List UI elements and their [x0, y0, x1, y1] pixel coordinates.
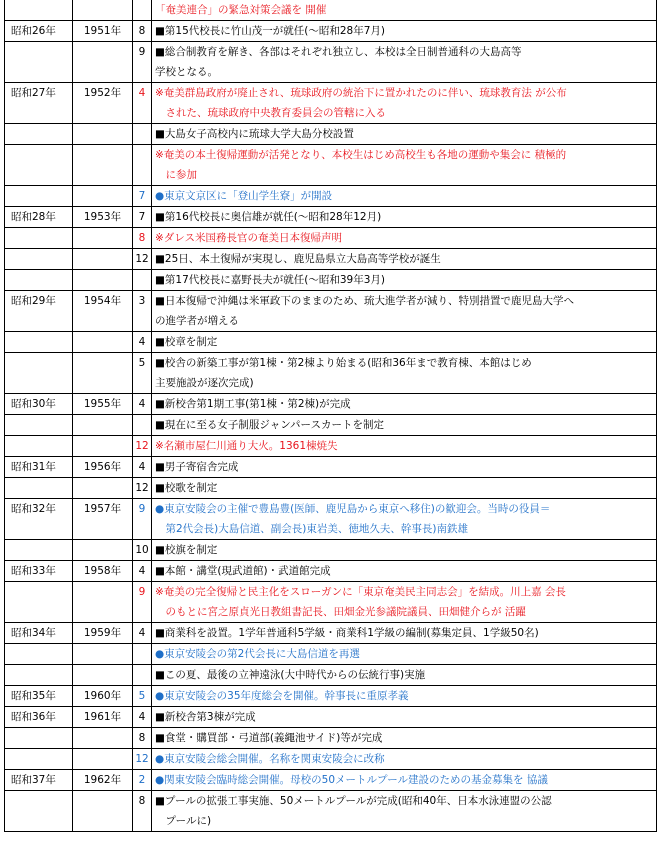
era-cell: [5, 478, 73, 499]
event-text-cell: のもとに宮之原貞光日教組書記長、田畑金光参議院議員、田畑健介らが 活躍: [152, 602, 657, 623]
table-row: [5, 707, 657, 728]
table-row: [5, 519, 657, 540]
table-row: [5, 791, 657, 812]
era-cell: [5, 791, 73, 812]
era-cell: [5, 519, 73, 540]
era-cell: 昭和33年: [5, 561, 73, 582]
era-cell: [5, 436, 73, 457]
month-cell: 8: [133, 728, 152, 749]
table-row: [5, 644, 657, 665]
table-row: [5, 436, 657, 457]
year-cell: [73, 749, 133, 770]
era-cell: [5, 62, 73, 83]
table-row: [5, 394, 657, 415]
year-cell: 1960年: [73, 686, 133, 707]
month-cell: [133, 665, 152, 686]
table-row: [5, 602, 657, 623]
event-text-cell: ●東京安陵会の第2代会長に大島信道を再選: [152, 644, 657, 665]
month-cell: 4: [133, 83, 152, 104]
year-cell: [73, 353, 133, 374]
event-text-cell: ●東京安陵会の主催で豊島豊(医師、鹿児島から東京へ移住)の歓迎会。当時の役員＝: [152, 499, 657, 520]
era-cell: 昭和31年: [5, 457, 73, 478]
era-cell: [5, 165, 73, 186]
month-cell: 8: [133, 21, 152, 42]
year-cell: 1959年: [73, 623, 133, 644]
era-cell: [5, 124, 73, 145]
event-text-cell: ●東京文京区に「登山学生寮」が開設: [152, 186, 657, 207]
table-row: [5, 499, 657, 520]
era-cell: [5, 42, 73, 63]
table-row: [5, 186, 657, 207]
year-cell: 1955年: [73, 394, 133, 415]
table-row: [5, 811, 657, 832]
year-cell: 1957年: [73, 499, 133, 520]
year-cell: [73, 103, 133, 124]
month-cell: [133, 519, 152, 540]
era-cell: 昭和35年: [5, 686, 73, 707]
year-cell: [73, 644, 133, 665]
table-row: [5, 686, 657, 707]
table-row: [5, 103, 657, 124]
table-row: [5, 749, 657, 770]
era-cell: 昭和26年: [5, 21, 73, 42]
event-text-cell: ■校章を制定: [152, 332, 657, 353]
table-row: [5, 623, 657, 644]
month-cell: [133, 811, 152, 832]
month-cell: 8: [133, 228, 152, 249]
year-cell: 1958年: [73, 561, 133, 582]
era-cell: 昭和29年: [5, 291, 73, 312]
year-cell: [73, 228, 133, 249]
event-text-cell: ■第15代校長に竹山茂一が就任(～昭和28年7月): [152, 21, 657, 42]
month-cell: 12: [133, 749, 152, 770]
month-cell: 9: [133, 582, 152, 603]
table-row: [5, 21, 657, 42]
era-cell: [5, 582, 73, 603]
table-row: [5, 145, 657, 166]
table-row: [5, 249, 657, 270]
era-cell: [5, 145, 73, 166]
era-cell: 昭和34年: [5, 623, 73, 644]
month-cell: 7: [133, 207, 152, 228]
month-cell: 4: [133, 457, 152, 478]
month-cell: [133, 165, 152, 186]
year-cell: [73, 270, 133, 291]
year-cell: 1961年: [73, 707, 133, 728]
history-table-body: [5, 0, 657, 832]
month-cell: 2: [133, 770, 152, 791]
month-cell: [133, 124, 152, 145]
table-row: [5, 291, 657, 312]
event-text-cell: された、琉球政府中央教育委員会の管轄に入る: [152, 103, 657, 124]
month-cell: 4: [133, 623, 152, 644]
event-text-cell: ■食堂・購買部・弓道部(義繩池サイド)等が完成: [152, 728, 657, 749]
event-text-cell: ■新校舎第3棟が完成: [152, 707, 657, 728]
month-cell: 9: [133, 499, 152, 520]
event-text-cell: ■本館・講堂(現武道館)・武道館完成: [152, 561, 657, 582]
month-cell: 12: [133, 478, 152, 499]
era-cell: [5, 228, 73, 249]
table-row: [5, 311, 657, 332]
table-row: [5, 353, 657, 374]
year-cell: [73, 311, 133, 332]
event-text-cell: ※ダレス米国務長官の奄美日本復帰声明: [152, 228, 657, 249]
year-cell: [73, 249, 133, 270]
era-cell: [5, 332, 73, 353]
year-cell: [73, 62, 133, 83]
year-cell: 1956年: [73, 457, 133, 478]
year-cell: [73, 124, 133, 145]
era-cell: [5, 415, 73, 436]
era-cell: [5, 811, 73, 832]
month-cell: 8: [133, 791, 152, 812]
era-cell: [5, 644, 73, 665]
era-cell: [5, 270, 73, 291]
year-cell: [73, 415, 133, 436]
table-row: [5, 270, 657, 291]
month-cell: 5: [133, 353, 152, 374]
era-cell: [5, 540, 73, 561]
era-cell: [5, 665, 73, 686]
event-text-cell: ※名瀬市屋仁川通り大火。1361棟焼失: [152, 436, 657, 457]
month-cell: 4: [133, 332, 152, 353]
era-cell: 昭和28年: [5, 207, 73, 228]
table-row: [5, 83, 657, 104]
event-text-cell: プールに): [152, 811, 657, 832]
year-cell: [73, 0, 133, 21]
month-cell: 12: [133, 436, 152, 457]
year-cell: [73, 728, 133, 749]
era-cell: 昭和27年: [5, 83, 73, 104]
year-cell: [73, 186, 133, 207]
era-cell: [5, 0, 73, 21]
event-text-cell: ■校旗を制定: [152, 540, 657, 561]
event-text-cell: 第2代会長)大島信道、副会長)東岩美、徳地久夫、幹事長)南鉄雄: [152, 519, 657, 540]
event-text-cell: ■日本復帰で沖縄は米軍政下のままのため、琉大進学者が減り、特別措置で鹿児島大学へ: [152, 291, 657, 312]
era-cell: [5, 103, 73, 124]
year-cell: 1962年: [73, 770, 133, 791]
table-row: [5, 228, 657, 249]
era-cell: 昭和36年: [5, 707, 73, 728]
month-cell: [133, 644, 152, 665]
event-text-cell: に参加: [152, 165, 657, 186]
month-cell: [133, 415, 152, 436]
year-cell: [73, 478, 133, 499]
event-text-cell: ●東京安陵会の35年度総会を開催。幹事長に重原孝義: [152, 686, 657, 707]
year-cell: [73, 791, 133, 812]
year-cell: [73, 436, 133, 457]
era-cell: [5, 602, 73, 623]
month-cell: 4: [133, 394, 152, 415]
month-cell: 10: [133, 540, 152, 561]
era-cell: [5, 353, 73, 374]
year-cell: [73, 540, 133, 561]
event-text-cell: ■25日、本土復帰が実現し、鹿児島県立大島高等学校が誕生: [152, 249, 657, 270]
table-row: [5, 165, 657, 186]
table-row: [5, 373, 657, 394]
table-row: [5, 728, 657, 749]
event-text-cell: ※奄美群島政府が廃止され、琉球政府の統治下に置かれたのに伴い、琉球教育法 が公布: [152, 83, 657, 104]
year-cell: [73, 582, 133, 603]
event-text-cell: ■現在に至る女子制服ジャンパースカートを制定: [152, 415, 657, 436]
era-cell: [5, 373, 73, 394]
event-text-cell: ●関東安陵会臨時総会開催。母校の50メートルプール建設のための基金募集を 協議: [152, 770, 657, 791]
month-cell: 3: [133, 291, 152, 312]
month-cell: [133, 373, 152, 394]
table-row: [5, 478, 657, 499]
table-row: [5, 457, 657, 478]
year-cell: [73, 145, 133, 166]
event-text-cell: ■プールの拡張工事実施、50メートルプールが完成(昭和40年、日本水泳連盟の公認: [152, 791, 657, 812]
year-cell: [73, 811, 133, 832]
month-cell: [133, 62, 152, 83]
table-row: [5, 540, 657, 561]
event-text-cell: ■大島女子高校内に琉球大学大島分校設置: [152, 124, 657, 145]
event-text-cell: ■男子寄宿舎完成: [152, 457, 657, 478]
month-cell: [133, 270, 152, 291]
year-cell: [73, 165, 133, 186]
event-text-cell: 主要施設が逐次完成): [152, 373, 657, 394]
event-text-cell: ■校舎の新築工事が第1棟・第2棟より始まる(昭和36年まで教育棟、本館はじめ: [152, 353, 657, 374]
event-text-cell: ※奄美の本土復帰運動が活発となり、本校生はじめ高校生も各地の運動や集会に 積極的: [152, 145, 657, 166]
year-cell: 1952年: [73, 83, 133, 104]
era-cell: [5, 311, 73, 332]
event-text-cell: 学校となる。: [152, 62, 657, 83]
month-cell: [133, 602, 152, 623]
month-cell: [133, 103, 152, 124]
table-row: [5, 207, 657, 228]
month-cell: [133, 145, 152, 166]
era-cell: [5, 749, 73, 770]
table-row: [5, 665, 657, 686]
event-text-cell: ■新校舎第1期工事(第1棟・第2棟)が完成: [152, 394, 657, 415]
year-cell: 1953年: [73, 207, 133, 228]
era-cell: 昭和30年: [5, 394, 73, 415]
history-table: [4, 0, 657, 832]
table-row: [5, 770, 657, 791]
event-text-cell: ■商業科を設置。1学年普通科5学級・商業科1学級の編制(募集定員、1学級50名): [152, 623, 657, 644]
month-cell: 4: [133, 707, 152, 728]
table-row: [5, 332, 657, 353]
table-row: [5, 415, 657, 436]
table-row: [5, 582, 657, 603]
year-cell: 1954年: [73, 291, 133, 312]
table-row: [5, 0, 657, 21]
event-text-cell: 「奄美連合」の緊急対策会議を 開催: [152, 0, 657, 21]
month-cell: 5: [133, 686, 152, 707]
year-cell: [73, 332, 133, 353]
month-cell: 7: [133, 186, 152, 207]
era-cell: 昭和37年: [5, 770, 73, 791]
table-row: [5, 42, 657, 63]
event-text-cell: ■この夏、最後の立神遠泳(大中時代からの伝統行事)実施: [152, 665, 657, 686]
event-text-cell: ●東京安陵会総会開催。名称を関東安陵会に改称: [152, 749, 657, 770]
year-cell: 1951年: [73, 21, 133, 42]
year-cell: [73, 665, 133, 686]
event-text-cell: ■第17代校長に嘉野長夫が就任(～昭和39年3月): [152, 270, 657, 291]
month-cell: [133, 0, 152, 21]
event-text-cell: ■校歌を制定: [152, 478, 657, 499]
event-text-cell: ■第16代校長に奥信雄が就任(～昭和28年12月): [152, 207, 657, 228]
year-cell: [73, 42, 133, 63]
table-row: [5, 124, 657, 145]
event-text-cell: ■総合制教育を解き、各部はそれぞれ独立し、本校は全日制普通科の大島高等: [152, 42, 657, 63]
table-row: [5, 62, 657, 83]
month-cell: 9: [133, 42, 152, 63]
event-text-cell: ※奄美の完全復帰と民主化をスローガンに「東京奄美民主同志会」を結成。川上嘉 会長: [152, 582, 657, 603]
year-cell: [73, 602, 133, 623]
year-cell: [73, 373, 133, 394]
event-text-cell: の進学者が増える: [152, 311, 657, 332]
month-cell: [133, 311, 152, 332]
era-cell: [5, 728, 73, 749]
month-cell: 4: [133, 561, 152, 582]
era-cell: [5, 249, 73, 270]
era-cell: [5, 186, 73, 207]
year-cell: [73, 519, 133, 540]
month-cell: 12: [133, 249, 152, 270]
era-cell: 昭和32年: [5, 499, 73, 520]
table-row: [5, 561, 657, 582]
